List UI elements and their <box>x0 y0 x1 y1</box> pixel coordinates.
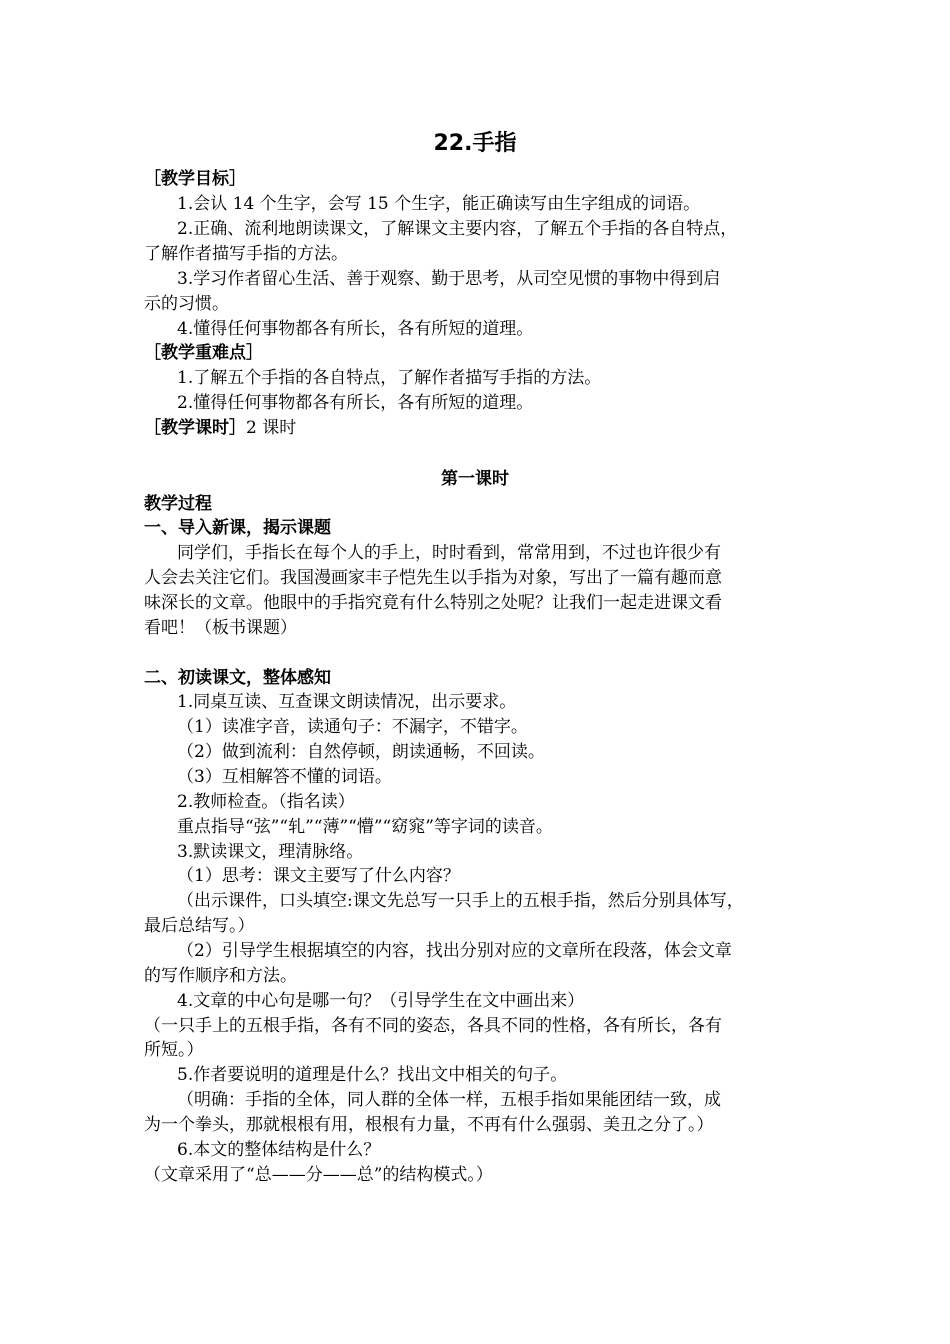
section2-line: 的写作顺序和方法。 <box>144 966 297 986</box>
section2-heading: 二、初读课文，整体感知 <box>144 668 331 688</box>
section2-line: （1）读准字音，读通句子：不漏字，不错字。 <box>177 717 528 737</box>
section2-line: （1）思考：课文主要写了什么内容？ <box>177 866 460 886</box>
section1-line: 人会去关注它们。我国漫画家丰子恺先生以手指为对象，写出了一篇有趣而意 <box>144 568 722 588</box>
section2-line: 1.同桌互读、互查课文朗读情况，出示要求。 <box>177 692 517 712</box>
section2-line: 4.文章的中心句是哪一句？（引导学生在文中画出来） <box>177 991 585 1011</box>
section2-line: 最后总结写。） <box>144 916 255 936</box>
objective-line: 2.正确、流利地朗读课文，了解课文主要内容，了解五个手指的各自特点， <box>177 219 738 239</box>
keypoint-line: 2.懂得任何事物都各有所长，各有所短的道理。 <box>177 393 534 413</box>
section1-heading: 一、导入新课，揭示课题 <box>144 518 331 538</box>
section1-line: 看吧！（板书课题） <box>144 618 297 638</box>
hours-value: 2 课时 <box>246 418 297 438</box>
section2-line: （一只手上的五根手指，各有不同的姿态，各具不同的性格，各有所长，各有 <box>144 1016 722 1036</box>
section2-line: 5.作者要说明的道理是什么？找出文中相关的句子。 <box>177 1065 568 1085</box>
section2-line: （文章采用了“总——分——总”的结构模式。） <box>144 1165 493 1185</box>
section2-line: 所短。） <box>144 1040 204 1060</box>
section2-line: （2）做到流利：自然停顿，朗读通畅，不回读。 <box>177 742 545 762</box>
section2-line: 6.本文的整体结构是什么？ <box>177 1140 381 1160</box>
objective-line: 示的习惯。 <box>144 294 229 314</box>
section2-line: （出示课件，口头填空:课文先总写一只手上的五根手指，然后分别具体写， <box>177 891 744 911</box>
section2-line: 重点指导“弦”“轧”“薄”“懵”“窈窕”等字词的读音。 <box>177 817 553 837</box>
section2-line: （明确：手指的全体，同人群的全体一样，五根手指如果能团结一致，成 <box>177 1090 721 1110</box>
section2-line: 2.教师检查。（指名读） <box>177 792 355 812</box>
section2-line: （3）互相解答不懂的词语。 <box>177 767 392 787</box>
keypoint-line: 1.了解五个手指的各自特点，了解作者描写手指的方法。 <box>177 368 602 388</box>
lesson-heading: 第一课时 <box>441 469 509 489</box>
hours-row <box>144 416 824 441</box>
objectives-heading: ［教学目标］ <box>144 169 246 189</box>
section1-line: 同学们，手指长在每个人的手上，时时看到，常常用到，不过也许很少有 <box>177 543 721 563</box>
section2-line: 为一个拳头，那就根根有用，根根有力量，不再有什么强弱、美丑之分了。） <box>144 1115 714 1135</box>
process-heading: 教学过程 <box>144 494 212 514</box>
objective-line: 了解作者描写手指的方法。 <box>144 244 348 264</box>
section1-line: 味深长的文章。他眼中的手指究竟有什么特别之处呢？让我们一起走进课文看 <box>144 593 722 613</box>
hours-heading: ［教学课时］ <box>144 418 246 438</box>
keypoints-heading: ［教学重难点］ <box>144 343 263 363</box>
document-title: 22.手指 <box>433 131 517 156</box>
section2-line: （2）引导学生根据填空的内容，找出分别对应的文章所在段落，体会文章 <box>177 941 732 961</box>
section2-line: 3.默读课文，理清脉络。 <box>177 842 364 862</box>
objective-line: 3.学习作者留心生活、善于观察、勤于思考，从司空见惯的事物中得到启 <box>177 269 721 289</box>
objective-line: 1.会认 14 个生字，会写 15 个生字，能正确读写由生字组成的词语。 <box>177 194 701 214</box>
objective-line: 4.懂得任何事物都各有所长，各有所短的道理。 <box>177 319 534 339</box>
